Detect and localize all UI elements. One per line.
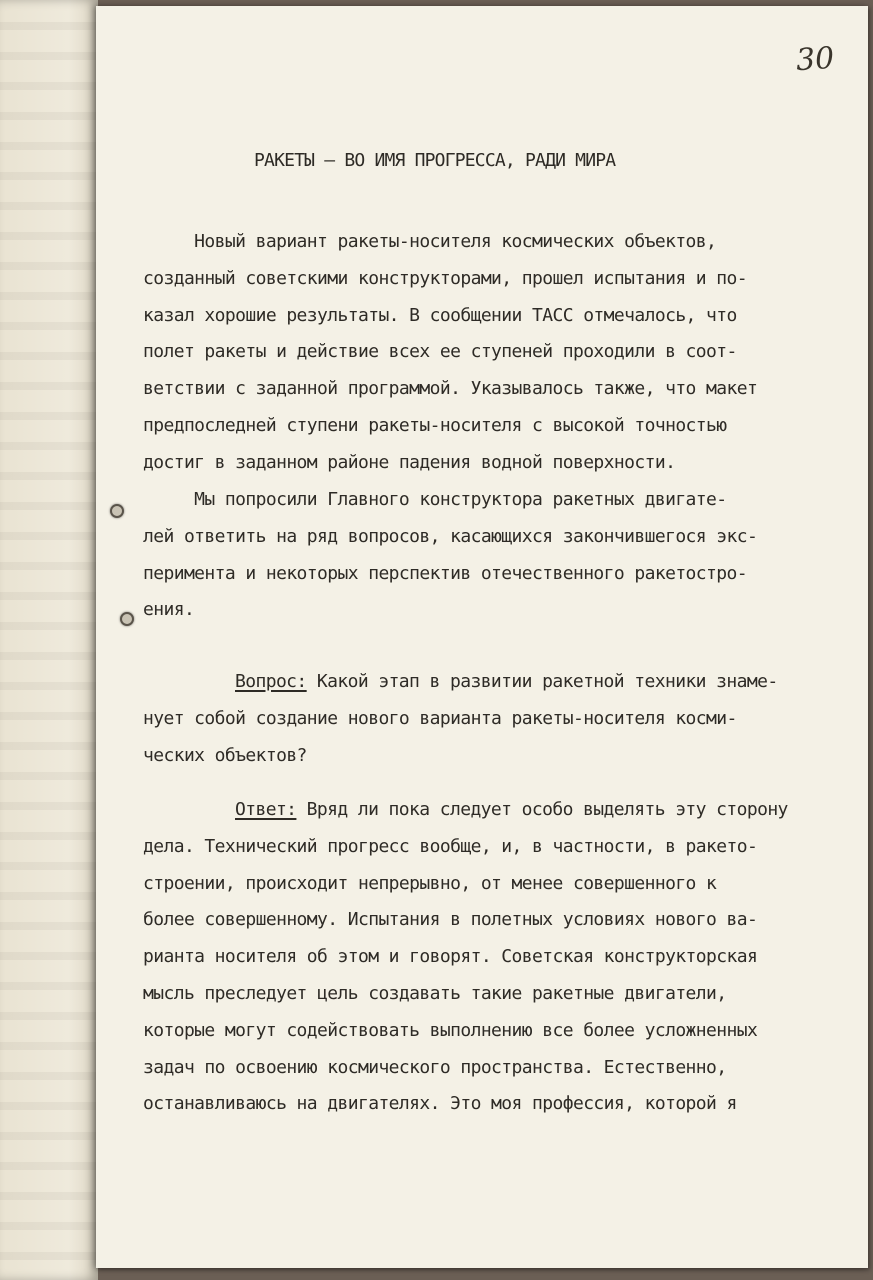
text-line: ческих объектов? [143,744,307,766]
binding-hole-icon [110,504,124,518]
text-line: предпоследней ступени ракеты-носителя с высокой точностью [143,414,727,436]
text-line: ветствии с заданной программой. Указывалось также, что макет [143,378,758,400]
answer-text: Вряд ли пока следует особо выделять эту сторону [296,799,788,820]
text-line: ения. [143,599,195,621]
question-text: Какой этап в развитии ракетной техники знаме- [306,671,778,692]
text-line: более совершенному. Испытания в полетных условиях нового ва- [143,909,758,931]
text-line: строении, происходит непрерывно, от менее совершенного к [143,872,717,894]
text-line: достиг в заданном районе падения водной поверхности. [143,451,676,473]
document-title: РАКЕТЫ – ВО ИМЯ ПРОГРЕССА, РАДИ МИРА [254,150,616,171]
facing-page-bleed-through [0,0,98,1280]
text-line: полет ракеты и действие всех ее ступеней проходили в соот- [143,341,737,363]
binding-hole-icon [120,612,134,626]
text-line: рианта носителя об этом и говорят. Советская конструкторская [143,946,758,968]
paragraph-intro [143,224,843,482]
paragraph-question [143,664,843,774]
text-line: задач по освоению космического пространства. Естественно, [143,1056,727,1078]
question-label: Вопрос: [235,671,307,692]
text-line [143,792,843,829]
facing-page-edge [0,0,98,1280]
text-line: перимента и некоторых перспектив отечественного ракетостро- [143,562,747,584]
text-line: Новый вариант ракеты-носителя космических объектов, [143,231,717,252]
text-line: казал хорошие результаты. В сообщении ТАСС отмечалось, что [143,304,737,326]
text-line: нует собой создание нового варианта ракеты-носителя косми- [143,707,737,729]
text-line: лей ответить на ряд вопросов, касающихся закончившегося экс- [143,525,758,547]
text-line: созданный советскими конструкторами, прошел испытания и по- [143,267,747,289]
text-line: мысль преследует цель создавать такие ракетные двигатели, [143,982,727,1004]
text-line: останавливаюсь на двигателях. Это моя профессия, которой я [143,1093,737,1115]
text-line: дела. Технический прогресс вообще, и, в частности, в ракето- [143,835,758,857]
handwritten-page-number: 30 [794,40,836,79]
paragraph-answer [143,792,843,1123]
answer-label: Ответ: [235,799,297,820]
text-line: которые могут содействовать выполнению все более усложненных [143,1019,758,1041]
text-line: Мы попросили Главного конструктора ракетных двигате- [143,489,727,510]
text-line [143,664,843,701]
paragraph-request [143,482,843,629]
